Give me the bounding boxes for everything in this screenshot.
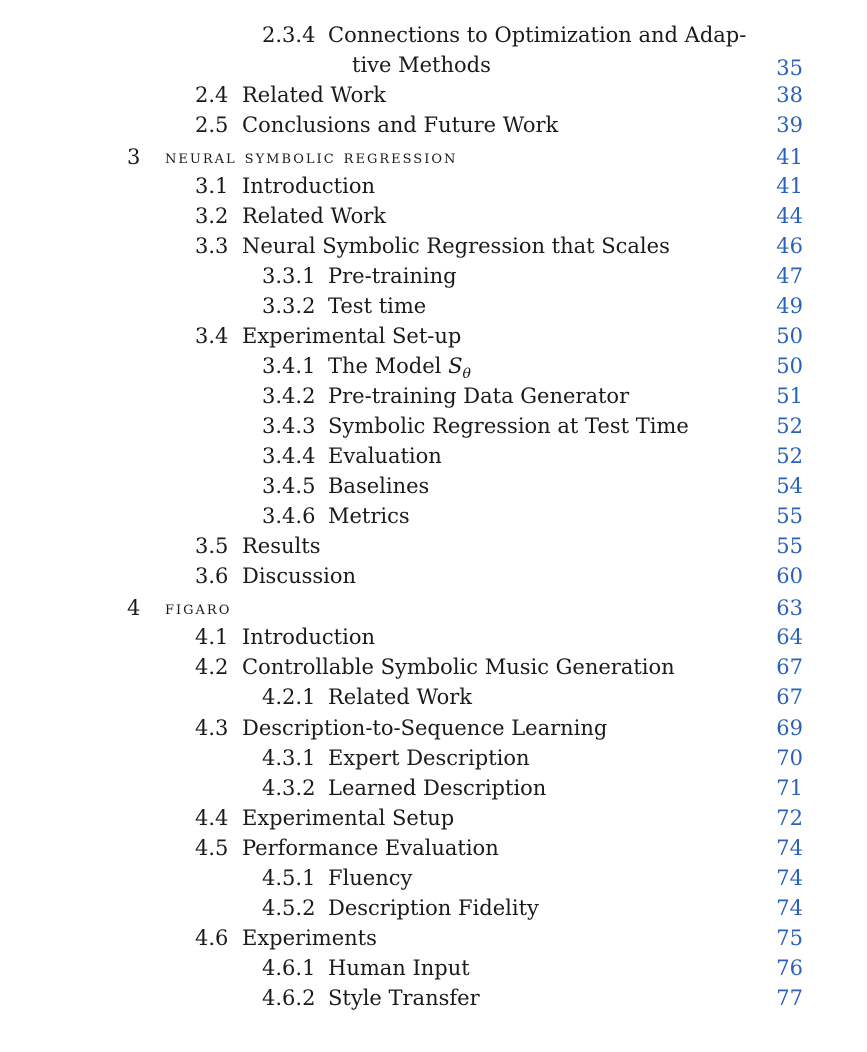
toc-entry-page[interactable]: 47 (776, 264, 803, 288)
toc-entry-page[interactable]: 52 (776, 444, 803, 468)
toc-entry-page[interactable]: 51 (776, 384, 803, 408)
toc-entry[interactable] (0, 441, 867, 471)
toc-entry-title[interactable]: Metrics (328, 504, 410, 528)
toc-entry-page[interactable]: 74 (776, 896, 803, 920)
toc-entry-page[interactable]: 74 (776, 866, 803, 890)
toc-entry[interactable] (0, 471, 867, 501)
toc-entry-title[interactable]: Pre-training Data Generator (328, 384, 630, 408)
toc-entry-title[interactable]: Related Work (242, 83, 387, 107)
toc-entry[interactable] (0, 531, 867, 561)
toc-entry-number: 3.4.6 (262, 504, 316, 528)
toc-entry-page[interactable]: 77 (776, 986, 803, 1010)
toc-entry[interactable] (0, 622, 867, 652)
toc-entry[interactable] (0, 411, 867, 441)
toc-entry-page[interactable]: 41 (776, 174, 803, 198)
toc-entry-title[interactable]: Experimental Setup (242, 806, 455, 830)
toc-entry-number: 2.3.4 (262, 23, 316, 47)
toc-entry-title[interactable]: Baselines (328, 474, 430, 498)
toc-chapter-number: 4 (127, 596, 141, 620)
toc-chapter-title[interactable]: neural symbolic regression (165, 146, 458, 168)
toc-entry-page[interactable]: 39 (776, 113, 803, 137)
toc-entry[interactable] (0, 923, 867, 953)
toc-entry-title[interactable]: Pre-training (328, 264, 457, 288)
toc-entry-title[interactable]: Controllable Symbolic Music Generation (242, 655, 675, 679)
toc-entry-page[interactable]: 63 (776, 596, 803, 620)
toc-entry-number: 4.6 (195, 926, 229, 950)
toc-entry-page[interactable]: 46 (776, 234, 803, 258)
toc-entry-number: 3.1 (195, 174, 229, 198)
toc-entry-number: 4.3 (195, 716, 229, 740)
toc-entry-page[interactable]: 52 (776, 414, 803, 438)
toc-entry-title[interactable]: Introduction (242, 174, 375, 198)
toc-entry-page[interactable]: 70 (776, 746, 803, 770)
toc-entry-page[interactable]: 55 (776, 534, 803, 558)
toc-entry[interactable] (0, 231, 867, 261)
toc-entry[interactable] (0, 863, 867, 893)
toc-entry[interactable] (0, 682, 867, 712)
toc-entry-page[interactable]: 71 (776, 776, 803, 800)
toc-entry[interactable] (0, 803, 867, 833)
toc-entry-title[interactable]: Evaluation (328, 444, 442, 468)
toc-entry-page[interactable]: 54 (776, 474, 803, 498)
toc-entry-page[interactable]: 75 (776, 926, 803, 950)
toc-entry-number: 3.4.2 (262, 384, 316, 408)
toc-entry[interactable] (0, 983, 867, 1013)
toc-entry-number: 3.4.1 (262, 354, 316, 378)
toc-entry[interactable] (0, 171, 867, 201)
toc-entry-title[interactable]: Related Work (328, 685, 473, 709)
toc-entry-page[interactable]: 50 (776, 324, 803, 348)
toc-entry-title[interactable]: Neural Symbolic Regression that Scales (242, 234, 670, 258)
toc-entry[interactable] (0, 261, 867, 291)
toc-entry-page[interactable]: 69 (776, 716, 803, 740)
toc-entry-number: 4.2 (195, 655, 229, 679)
toc-entry-title[interactable]: Experiments (242, 926, 377, 950)
toc-entry-page[interactable]: 38 (776, 83, 803, 107)
toc-entry-title[interactable]: Expert Description (328, 746, 530, 770)
toc-entry-number: 3.4.4 (262, 444, 316, 468)
toc-entry-number: 4.5 (195, 836, 229, 860)
toc-chapter-number: 3 (127, 145, 141, 169)
toc-entry-title[interactable]: Learned Description (328, 776, 547, 800)
toc-entry-number: 3.3.1 (262, 264, 316, 288)
toc-entry-title[interactable]: Human Input (328, 956, 470, 980)
toc-entry-title-text: The Model (328, 354, 442, 378)
toc-entry-number: 4.6.2 (262, 986, 316, 1010)
toc-entry[interactable] (0, 743, 867, 773)
toc-entry-number: 4.4 (195, 806, 229, 830)
toc-entry[interactable] (0, 351, 867, 381)
toc-entry-number: 4.5.1 (262, 866, 316, 890)
toc-entry-title[interactable]: Conclusions and Future Work (242, 113, 559, 137)
toc-entry-number: 3.2 (195, 204, 229, 228)
toc-entry-page[interactable]: 49 (776, 294, 803, 318)
toc-entry-title[interactable]: Description Fidelity (328, 896, 539, 920)
toc-entry-number: 4.6.1 (262, 956, 316, 980)
toc-entry[interactable] (0, 953, 867, 983)
toc-entry[interactable] (0, 110, 867, 140)
toc-entry-page[interactable]: 41 (776, 145, 803, 169)
toc-chapter-title[interactable]: figaro (165, 597, 232, 619)
toc-entry-title[interactable]: Performance Evaluation (242, 836, 499, 860)
toc-entry[interactable] (0, 321, 867, 351)
toc-entry[interactable] (0, 773, 867, 803)
toc-entry-number: 4.1 (195, 625, 229, 649)
toc-entry[interactable] (0, 561, 867, 591)
toc-entry-number: 3.5 (195, 534, 229, 558)
math-subscript: θ (462, 366, 471, 383)
toc-entry-title[interactable]: Related Work (242, 204, 387, 228)
toc-entry-title[interactable]: Results (242, 534, 321, 558)
toc-entry-page[interactable]: 74 (776, 836, 803, 860)
toc-entry-title[interactable]: Symbolic Regression at Test Time (328, 414, 689, 438)
toc-entry[interactable] (0, 201, 867, 231)
toc-entry-title[interactable]: Discussion (242, 564, 357, 588)
toc-entry-number: 2.4 (195, 83, 229, 107)
math-symbol: S (448, 354, 463, 378)
toc-entry[interactable] (0, 20, 867, 80)
toc-entry-page[interactable]: 35 (776, 56, 803, 80)
toc-entry-page[interactable]: 72 (776, 806, 803, 830)
toc-entry[interactable] (0, 80, 867, 110)
toc-entry-number: 3.4 (195, 324, 229, 348)
toc-entry-number: 3.6 (195, 564, 229, 588)
toc-chapter-entry[interactable] (0, 142, 867, 172)
toc-entry-number: 4.2.1 (262, 685, 316, 709)
toc-entry-page[interactable]: 67 (776, 685, 803, 709)
toc-entry-page[interactable]: 50 (776, 354, 803, 378)
toc-entry-page[interactable]: 67 (776, 655, 803, 679)
toc-entry-number: 3.4.3 (262, 414, 316, 438)
toc-entry-page[interactable]: 64 (776, 625, 803, 649)
toc-entry-number: 3.4.5 (262, 474, 316, 498)
toc-entry-title[interactable]: Connections to Optimization and Adap- (328, 23, 747, 47)
toc-entry-title[interactable]: Fluency (328, 866, 413, 890)
toc-entry-title[interactable]: Description-to-Sequence Learning (242, 716, 608, 740)
toc-chapter-entry[interactable] (0, 593, 867, 623)
toc-entry-number: 4.3.2 (262, 776, 316, 800)
toc-entry-page[interactable]: 55 (776, 504, 803, 528)
toc-entry-page[interactable]: 76 (776, 956, 803, 980)
toc-entry[interactable] (0, 381, 867, 411)
toc-entry-title[interactable]: Style Transfer (328, 986, 480, 1010)
toc-entry-page[interactable]: 44 (776, 204, 803, 228)
toc-entry-number: 4.3.1 (262, 746, 316, 770)
toc-entry-number: 3.3.2 (262, 294, 316, 318)
toc-entry-title[interactable]: Experimental Set-up (242, 324, 462, 348)
toc-entry-number: 3.3 (195, 234, 229, 258)
toc-entry[interactable] (0, 833, 867, 863)
toc-entry-title[interactable]: Test time (328, 294, 427, 318)
toc-entry-number: 4.5.2 (262, 896, 316, 920)
toc-entry[interactable] (0, 652, 867, 682)
toc-entry[interactable] (0, 893, 867, 923)
toc-entry-title-continued[interactable]: tive Methods (352, 53, 491, 77)
toc-entry[interactable] (0, 713, 867, 743)
toc-entry[interactable] (0, 501, 867, 531)
toc-entry-page[interactable]: 60 (776, 564, 803, 588)
toc-entry-number: 2.5 (195, 113, 229, 137)
toc-entry-title[interactable]: Introduction (242, 625, 375, 649)
toc-entry[interactable] (0, 291, 867, 321)
